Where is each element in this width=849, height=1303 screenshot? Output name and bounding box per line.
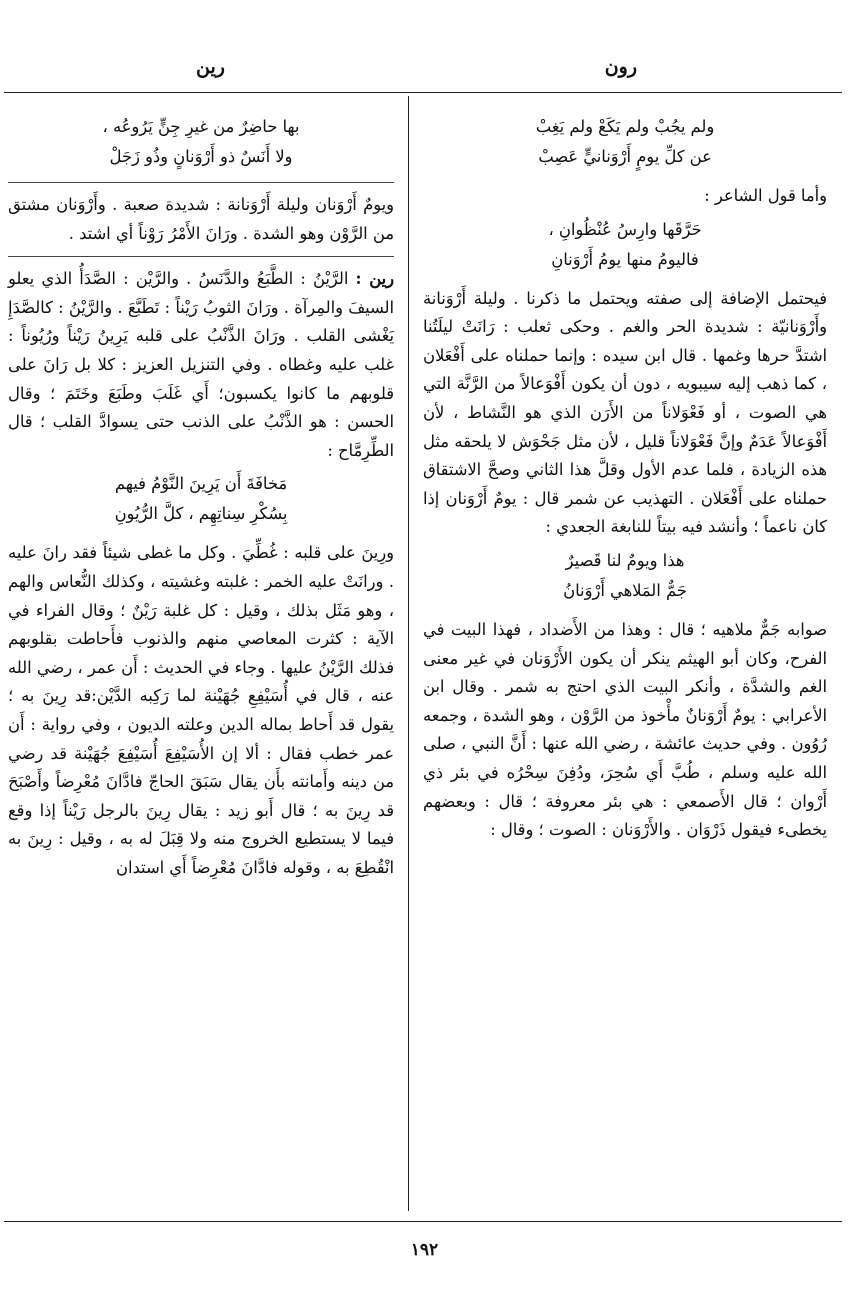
verse-line: هذا ويومٌ لنا قَصيرٌ: [565, 550, 685, 570]
verse-block: [423, 112, 827, 172]
verse-line: حَرَّقَها وارِسُ عُنْظُوانِ ،: [548, 219, 702, 239]
verse-block: [423, 546, 827, 606]
verse-block: [8, 112, 394, 172]
verse-line: بِسُكْرِ سِناتِهِم ، كلَّ الرُّيُونِ: [114, 504, 288, 524]
verse-block: [8, 469, 394, 529]
paragraph: صوابه جَمٌّ ملاهيه ؛ قال : وهذا من الأَضداد ، فهذا البيت في الفرح، وكان أبو الهيثم ينكر أن يكون الأَرْوَنان في غير معنى الغم والشدَّة ، وأنكر البيت الذي احتج به شمر . وقال ابن الأعرابي : يومٌ أَرْوَنانٌ مأْخوذ من الرَّوْن ، وهو الشدة ، وجمعه رُوُون . وفي حديث عائشة ، رضي الله عنها : أَنَّ النبي ، صلى الله عليه وسلم ، طُبَّ أَي سُحِرَ، ودُفِنَ سِحْرُه في بئر ذي أَرْوان ؛ قال الأَصمعي : هي بئر معروفة ؛ قال : وبعضهم يخطىء فيقول ذَرْوَان . والأَرْوَنان : الصوت ؛ وقال :: [423, 619, 827, 840]
entry-paragraph: [8, 265, 394, 465]
paragraph: ورِينَ على قلبه : غُطِّيَ . وكل ما غطى شيئاً فقد رانَ عليه . ورانَتْ عليه الخمر : غلبته وغشيته ، وكذلك النُّعاس والهم ، وهو مَثَل بذلك ، وقيل : كل غلبة رَيْنٌ ؛ وقال الفراء في الآية : كثرت المعاصي منهم والذنوب فأَحاطت بقلوبهم فذلك الرَّيْنُ عليها . وجاء في الحديث : أَن عمر ، رضي الله عنه ، قال في أُسَيْفِعِ جُهَيْنة لما رَكِبه الدَّيْن:قد رِينَ به ؛ يقول قد أَحاط بماله الدين وعلته الديون ، وفي رواية : أَن عمر خطب فقال : ألا إن الأُسَيْفِعَ أُسَيْفِعَ جُهَيْنة قد رضي من دينه وأَمانته بأَن يقال سَبَقَ الحاجّ فادَّانَ مُعْرِضاً وأَصْبَحَ قد رِينَ به ؛ قال أَبو زيد : يقال رِينَ بالرجل رَيْناً إذا وقع فيما لا يستطيع الخروج منه ولا قِبَلَ له به ، وقيل : رِينَ به انْقُطِعَ به ، وقوله فادَّانَ مُعْرِضاً أَي استدان: [8, 543, 394, 877]
verse-block: [423, 215, 827, 275]
paragraph: وأما قول الشاعر :: [704, 186, 827, 205]
running-header-right: رون: [604, 56, 637, 78]
left-column: [8, 108, 394, 884]
section-rule: [8, 256, 394, 257]
section-rule: [8, 182, 394, 183]
verse-line: ولم يجُبْ ولم يَكَعْ ولم يَغِبْ: [535, 117, 715, 136]
verse-line: جَمٌّ المَلاهي أَرْوَنانُ: [563, 580, 687, 600]
header-rule: [4, 92, 842, 93]
verse-line: ولا أَنَسٌ ذو أَرْوَنانٍ وذُو زَجَلْ: [109, 147, 293, 166]
entry-headword: رين :: [355, 269, 394, 289]
column-divider: [408, 96, 409, 1211]
verse-line: مَخافَةَ أَن يَرِينَ النَّوْمُ فيهم: [114, 474, 288, 494]
page-number: ١٩٢: [410, 1240, 439, 1260]
footer-rule: [4, 1221, 842, 1222]
running-header-left: رين: [196, 56, 225, 78]
verse-line: عن كلِّ يومٍ أَرْوَنانيٍّ عَصِبْ: [538, 147, 712, 166]
verse-line: بها حاضِرٌ من غيرِ جِنٍّ يَرُوعُه ،: [102, 117, 300, 136]
right-column: [423, 108, 827, 847]
paragraph: فيحتمل الإضافة إلى صفته ويحتمل ما ذكرنا . وليلة أَرْوَنانة وأَرْوَنانيّة : شديدة الحر والغم . وحكى ثعلب : رَانَتْ ليلَتُنا اشتدَّ حرها وغمها . قال ابن سيده : وإنما حملناه على أَفْعَلان ، كما ذهب إليه سيبويه ، دون أن يكون أَفْوَعالاً من الرَّنَّة التي هي الصوت ، أو فَعْوَلاناً من الأَرَن الذي هو النَّشاط ، لأن أَفْوَعالاً عَدَمٌ وإنَّ فَعْوَلاناً قليل ، لأن مثل جَحْوَش لا يلحقه مثل هذه الزيادة ، فلما عدم الأول وقلَّ هذا الثاني وصحَّ الاشتقاق حملناه على أَفْعَلان . التهذيب عن شمر قال : يومٌ أَرْوَنان إذا كان ناعماً ؛ وأنشد فيه بيتاً للنابغة الجعدي :: [423, 288, 827, 537]
entry-text: الرَّيْنُ : الطَّبَعُ والدَّنَسُ . والرَّيْن : الصَّدَأُ الذي يعلو السيفَ والمِرآة . ورَانَ الثوبُ رَيْناً : تَطَبَّعَ . والرَّيْنُ : كالصَّدَإِ يَغْشى القلب . ورَانَ الذَّنْبُ على قلبه يَرِينُ رَيْناً ورُيُوناً : غلب عليه وغطاه . وفي التنزيل العزيز : كلا بل رَانَ على قلوبهم ما كانوا يكسبون؛ أَي غَلَبَ وطَبَعَ وخَتَمَ ؛ وقال الحسن : هو الذَّنْبُ على الذنب حتى يسوادَّ القلب ؛ قال الطِّرِمَّاح :: [8, 269, 394, 460]
paragraph: ويومٌ أَرْوَنان وليلة أَرْوَنانة : شديدة صعبة . وأَرْوَنان مشتق من الرَّوْن وهو الشدة . ورَانَ الأَمْرُ رَوْناً أي اشتد .: [8, 195, 394, 243]
verse-line: فاليومُ منها يومُ أَرْوَنانِ: [551, 249, 699, 269]
